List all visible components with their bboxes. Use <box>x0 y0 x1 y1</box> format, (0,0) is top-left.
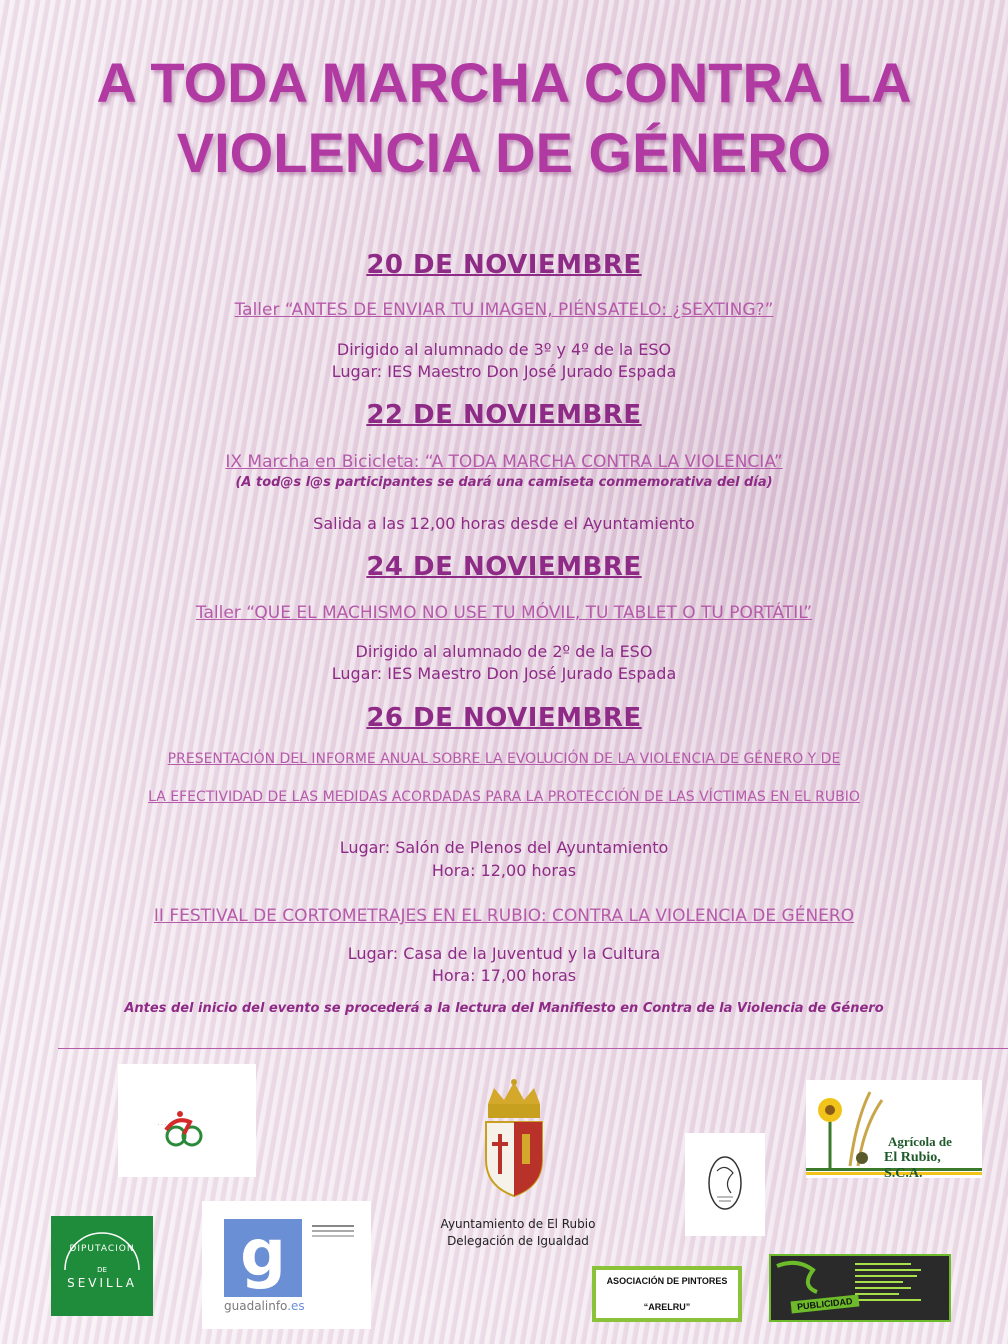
pintores-line-2: “ARELRU” <box>643 1302 691 1312</box>
cyclist-icon <box>118 1064 256 1177</box>
publicidad-label: PUBLICIDAD <box>791 1295 859 1314</box>
guadalinfo-logo <box>202 1201 371 1329</box>
activity-sexting: Taller “ANTES DE ENVIAR TU IMAGEN, PIÉNSATELO: ¿SEXTING?” <box>234 300 774 320</box>
diputacion-sevilla-logo <box>51 1216 153 1316</box>
publicidad-logo <box>769 1254 951 1322</box>
event4-place-2: Lugar: Casa de la Juventud y la Cultura <box>347 944 661 963</box>
event3-audience: Dirigido al alumnado de 2º de la ESO <box>355 642 653 661</box>
closing-note: Antes del inicio del evento se procederá a la lectura del Manifiesto en Contra de la Violencia de Género <box>124 1001 884 1016</box>
diputacion-line-3: SEVILLA <box>67 1276 137 1290</box>
coat-of-arms-icon <box>478 1078 550 1200</box>
event4-time-1: Hora: 12,00 horas <box>431 861 577 880</box>
event4-time-2: Hora: 17,00 horas <box>431 966 577 985</box>
event1-audience: Dirigido al alumnado de 3º y 4º de la ESO <box>336 340 672 359</box>
pintores-line-1: ASOCIACIÓN DE PINTORES <box>606 1276 728 1286</box>
presentation-line-1: PRESENTACIÓN DEL INFORME ANUAL SOBRE LA EVOLUCIÓN DE LA VIOLENCIA DE GÉNERO Y DE <box>167 751 841 767</box>
date-heading-22: 22 DE NOVIEMBRE <box>366 400 642 430</box>
activity-machismo-workshop: Taller “QUE EL MACHISMO NO USE TU MÓVIL, TU TABLET O TU PORTÁTIL” <box>195 603 813 623</box>
ayuntamiento-line-2: Delegación de Igualdad <box>447 1234 589 1248</box>
agricola-logo <box>806 1080 982 1181</box>
seal-icon <box>685 1133 765 1236</box>
presentation-line-2: LA EFECTIVIDAD DE LAS MEDIDAS ACORDADAS PARA LA PROTECCIÓN DE LAS VÍCTIMAS EN EL RUBIO <box>148 789 860 805</box>
date-heading-26: 26 DE NOVIEMBRE <box>366 703 642 733</box>
activity-film-festival: II FESTIVAL DE CORTOMETRAJES EN EL RUBIO: CONTRA LA VIOLENCIA DE GÉNERO <box>153 906 855 926</box>
agricola-line-1: Agrícola de <box>888 1134 952 1149</box>
guadalinfo-wordmark: guadalinfo.es <box>224 1299 305 1313</box>
pintores-logo <box>592 1266 742 1322</box>
event1-place: Lugar: IES Maestro Don José Jurado Espada <box>331 362 677 381</box>
title-line-2: VIOLENCIA DE GÉNERO <box>176 121 832 184</box>
svg-text:· · ·: · · · <box>158 1122 166 1128</box>
association-seal-logo <box>685 1133 765 1236</box>
date-heading-24: 24 DE NOVIEMBRE <box>366 552 642 582</box>
event4-place-1: Lugar: Salón de Plenos del Ayuntamiento <box>339 838 669 857</box>
diputacion-line-1: DIPUTACION <box>69 1244 135 1254</box>
ayuntamiento-line-1: Ayuntamiento de El Rubio <box>440 1217 596 1231</box>
andalucia-mark-icon <box>312 1223 354 1237</box>
activity-bike-march: IX Marcha en Bicicleta: “A TODA MARCHA CONTRA LA VIOLENCIA” <box>225 452 783 472</box>
title-line-1: A TODA MARCHA CONTRA LA <box>96 51 912 114</box>
event3-place: Lugar: IES Maestro Don José Jurado Espada <box>331 664 677 683</box>
event2-note: (A tod@s l@s participantes se dará una camiseta conmemorativa del día) <box>235 475 773 490</box>
date-heading-20: 20 DE NOVIEMBRE <box>366 250 642 280</box>
event2-departure: Salida a las 12,00 horas desde el Ayuntamiento <box>313 514 695 533</box>
guadalinfo-square-icon <box>224 1219 302 1297</box>
guadalinfo-letter: g <box>240 1217 286 1291</box>
ayuntamiento-caption <box>430 1216 606 1250</box>
divider <box>58 1048 1008 1049</box>
cycling-club-logo <box>118 1064 256 1177</box>
page-title <box>0 48 1008 188</box>
diputacion-line-2: DE <box>97 1266 107 1274</box>
agricola-line-2: El Rubio, S.C.A. <box>884 1150 941 1181</box>
